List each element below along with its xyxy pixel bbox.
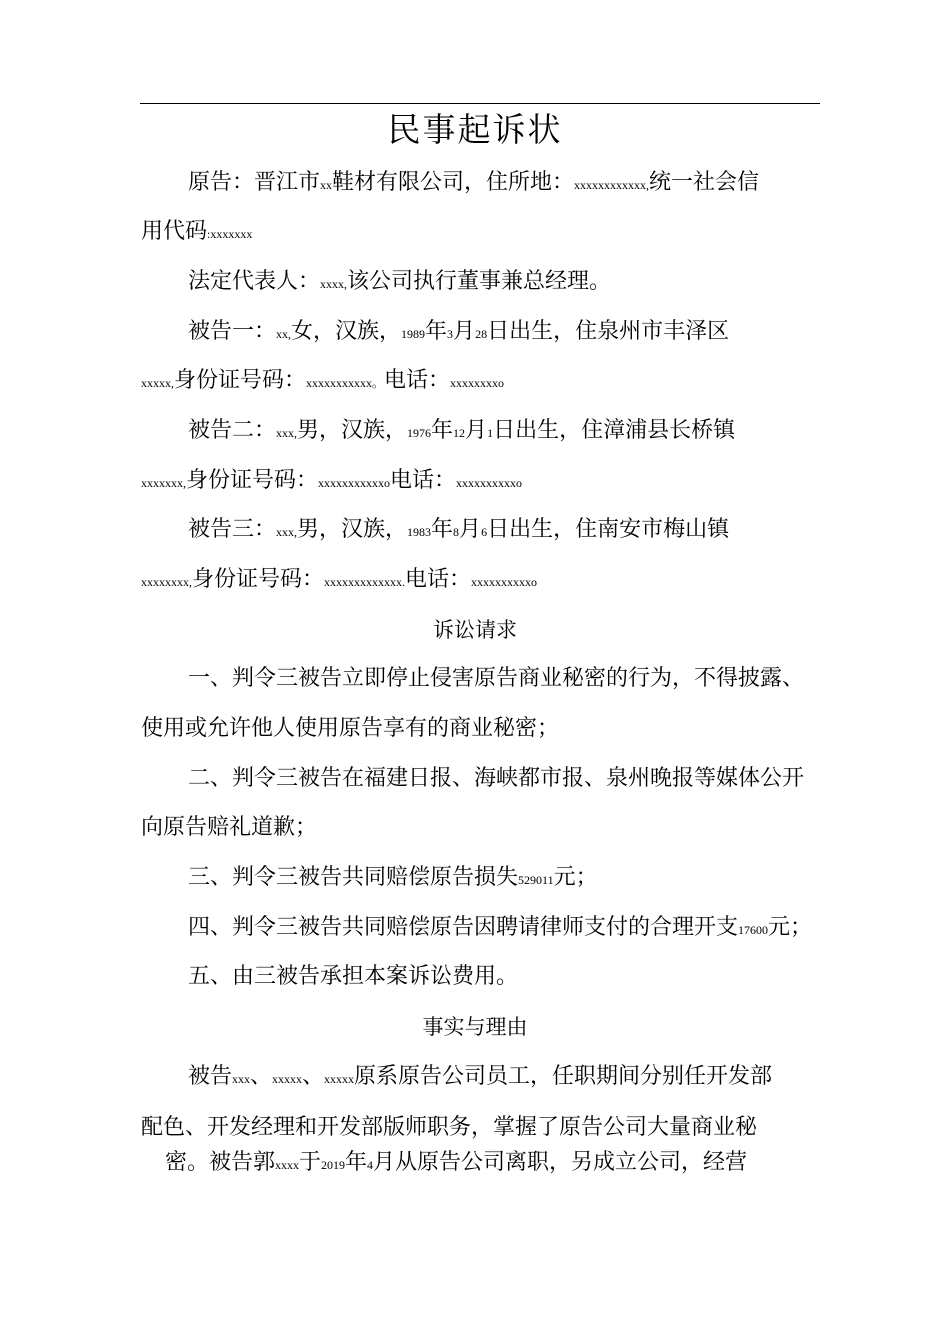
defendant-1-line-1: 被告一：xx,女，汉族，1989年3月28日出生，住泉州市丰泽区 [188,319,730,344]
facts-heading: 事实与理由 [422,1015,528,1039]
claim-1-line-2: 使用或允许他人使用原告享有的商业秘密； [141,716,560,741]
facts-line-3: 密。被告郭xxxx于2019年4月从原告公司离职，另成立公司，经营 [165,1150,748,1175]
claim-2-line-2: 向原告赔礼道歉； [141,815,318,840]
defendant-2-line-1: 被告二：xxx,男，汉族，1976年12月1日出生，住漳浦县长桥镇 [188,418,736,443]
defendant-3-line-2: xxxxxxxx,身份证号码：xxxxxxxxxxxxx.电话：xxxxxxxxxxo [141,567,538,592]
facts-line-2: 配色、开发经理和开发部版师职务，掌握了原告公司大量商业秘 [141,1115,758,1140]
page-title: 民事起诉状 [387,110,563,149]
claim-2-line-1: 二、判令三被告在福建日报、海峡都市报、泉州晚报等媒体公开 [188,766,805,791]
defendant-1-line-2: xxxxx,身份证号码：xxxxxxxxxxx。电话：xxxxxxxxo [141,368,505,393]
legal-representative-line: 法定代表人：xxxx,该公司执行董事兼总经理。 [188,269,612,294]
claim-3-line: 三、判令三被告共同赔偿原告损失529011元； [188,865,598,890]
defendant-3-line-1: 被告三：xxx,男，汉族，1983年8月6日出生，住南安市梅山镇 [188,517,730,542]
defendant-2-line-2: xxxxxxx,身份证号码：xxxxxxxxxxxo电话：xxxxxxxxxxo [141,468,523,493]
plaintiff-line-1: 原告：晋江市xx鞋材有限公司，住所地：xxxxxxxxxxxx,统一社会信 [188,170,760,195]
claim-4-line: 四、判令三被告共同赔偿原告因聘请律师支付的合理开支17600元； [188,915,813,940]
claim-1-line-1: 一、判令三被告立即停止侵害原告商业秘密的行为，不得披露、 [188,666,805,691]
claim-5-line: 五、由三被告承担本案诉讼费用。 [188,964,519,989]
top-rule [140,103,820,104]
claims-heading: 诉讼请求 [433,618,517,642]
plaintiff-line-2: 用代码:xxxxxxx [141,219,253,244]
facts-line-1: 被告xxx、xxxxx、xxxxx原系原告公司员工，任职期间分别任开发部 [188,1064,773,1089]
